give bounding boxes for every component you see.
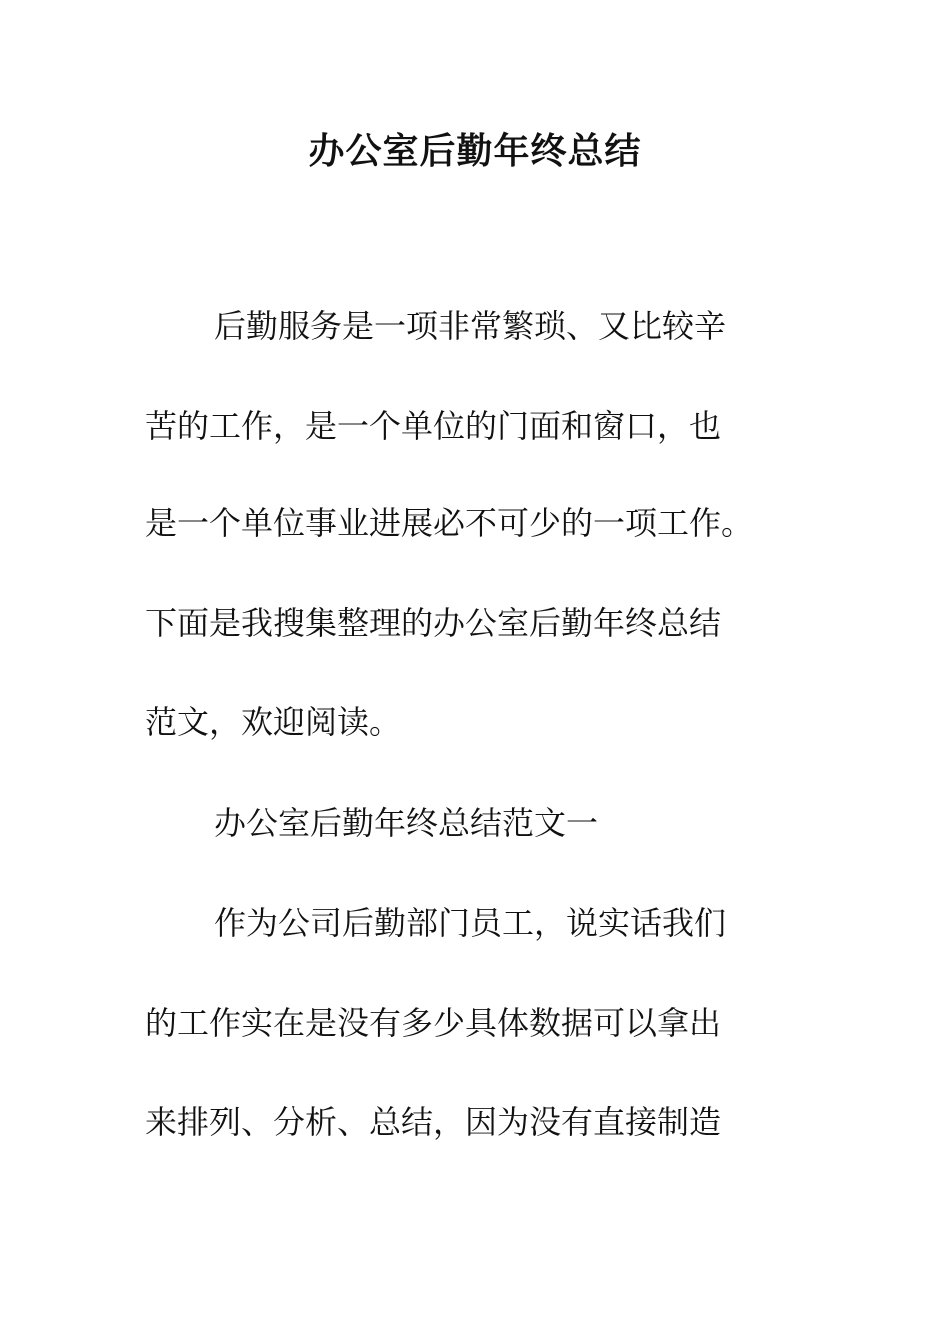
paragraph-line: 范文，欢迎阅读。 (145, 703, 402, 741)
paragraph-line: 苦的工作，是一个单位的门面和窗口，也 (145, 407, 722, 445)
paragraph-line: 作为公司后勤部门员工，说实话我们 (214, 904, 727, 942)
paragraph-line: 的工作实在是没有多少具体数据可以拿出 (145, 1004, 722, 1042)
section-heading: 办公室后勤年终总结范文一 (214, 804, 599, 842)
paragraph-line: 下面是我搜集整理的办公室后勤年终总结 (145, 604, 722, 642)
paragraph-line: 后勤服务是一项非常繁琐、又比较辛 (214, 307, 727, 345)
document-title: 办公室后勤年终总结 (308, 131, 642, 172)
paragraph-line: 来排列、分析、总结，因为没有直接制造 (145, 1103, 722, 1141)
paragraph-line: 是一个单位事业进展必不可少的一项工作。 (145, 504, 754, 542)
